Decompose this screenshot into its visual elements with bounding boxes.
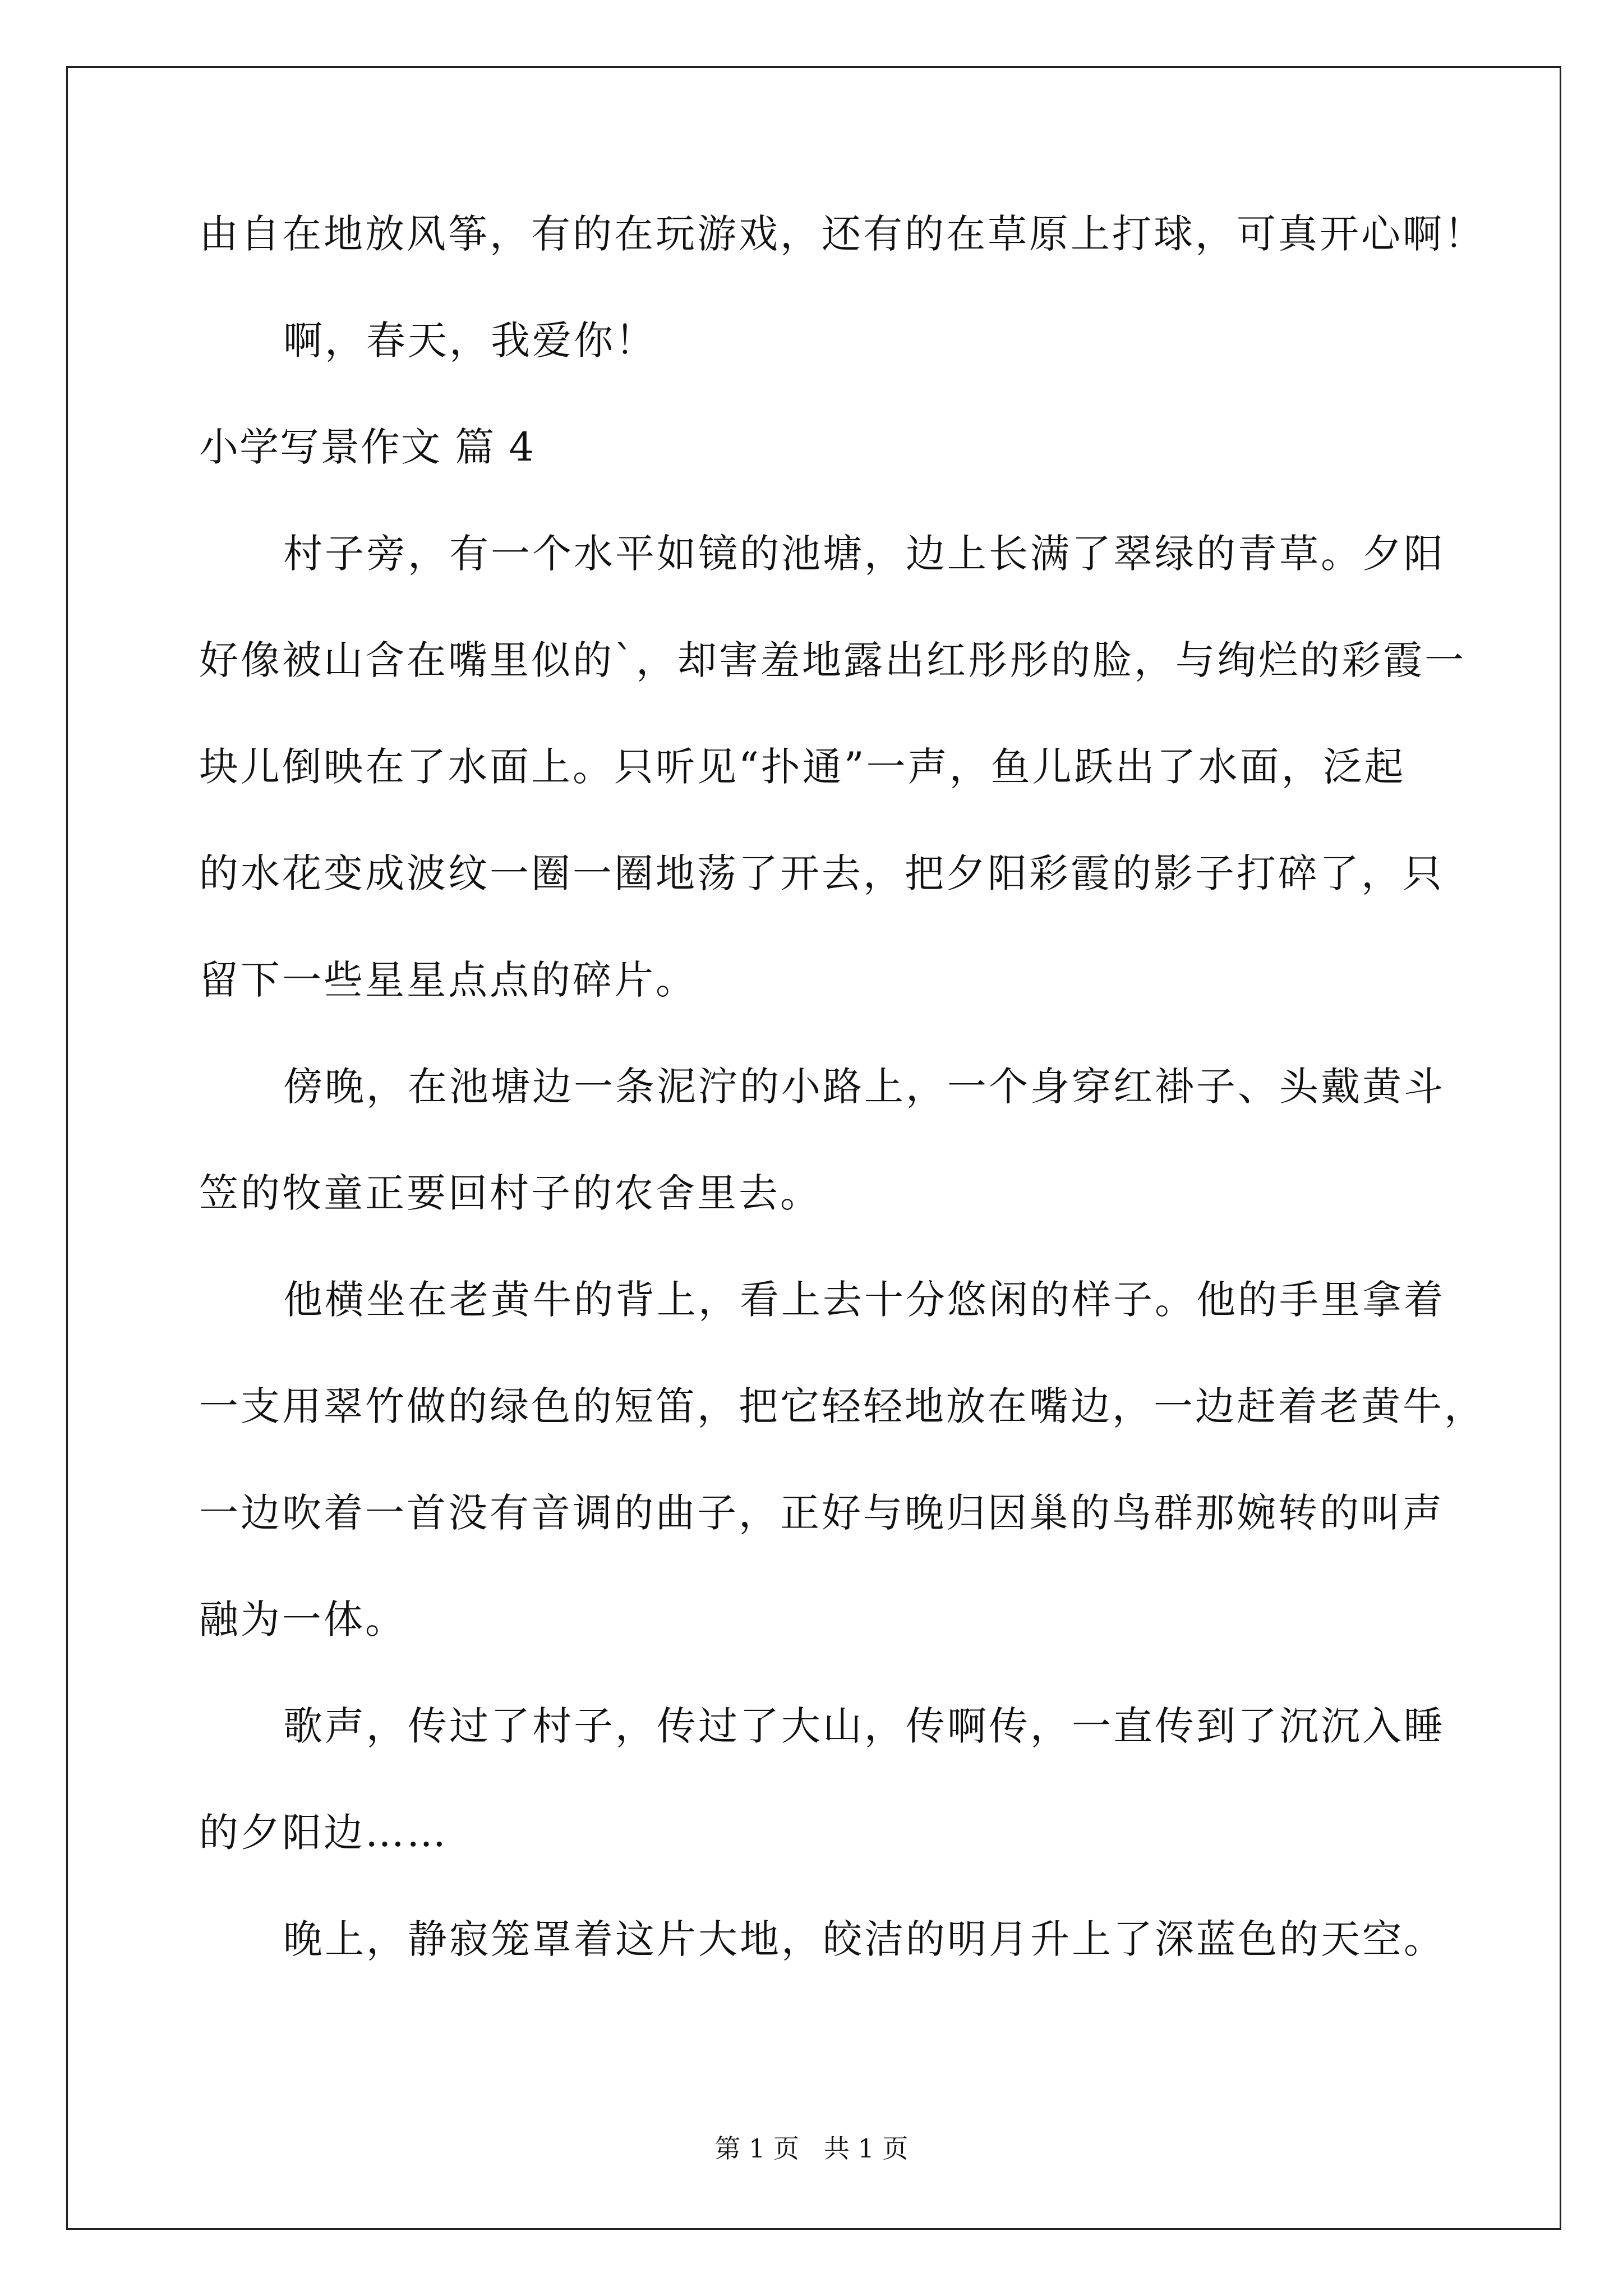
paragraph-line: 融为一体。: [199, 1596, 407, 1642]
paragraph-line: 歌声，传过了村子，传过了大山，传啊传，一直传到了沉沉入睡: [283, 1703, 1445, 1749]
paragraph-line: 晚上，静寂笼罩着这片大地，皎洁的明月升上了深蓝色的天空。: [283, 1916, 1445, 1962]
paragraph-line: 的夕阳边……: [199, 1810, 448, 1856]
paragraph-line: 留下一些星星点点的碎片。: [199, 957, 697, 1003]
paragraph-line: 好像被山含在嘴里似的`，却害羞地露出红彤彤的脸，与绚烂的彩霞一: [199, 637, 1466, 683]
paragraph-line: 一边吹着一首没有音调的曲子，正好与晚归因巢的鸟群那婉转的叫声: [199, 1490, 1444, 1536]
paragraph-line: 笠的牧童正要回村子的农舍里去。: [199, 1170, 822, 1216]
paragraph-line: 块儿倒映在了水面上。只听见“扑通”一声，鱼儿跃出了水面，泛起: [199, 744, 1406, 790]
document-body: [199, 208, 1486, 2019]
section-heading: 小学写景作文 篇 4: [199, 424, 536, 470]
paragraph-line: 由自在地放风筝，有的在玩游戏，还有的在草原上打球，可真开心啊！: [199, 211, 1486, 257]
page-footer: 第 1 页 共 1 页: [714, 2133, 909, 2164]
paragraph-line: 啊，春天，我爱你！: [283, 318, 657, 364]
paragraph-line: 的水花变成波纹一圈一圈地荡了开去，把夕阳彩霞的影子打碎了，只: [199, 850, 1444, 896]
paragraph-line: 村子旁，有一个水平如镜的池塘，边上长满了翠绿的青草。夕阳: [283, 531, 1445, 577]
paragraph-line: 傍晚，在池塘边一条泥泞的小路上，一个身穿红褂子、头戴黄斗: [283, 1064, 1445, 1110]
paragraph-line: 一支用翠竹做的绿色的短笛，把它轻轻地放在嘴边，一边赶着老黄牛，: [199, 1383, 1486, 1429]
paragraph-line: 他横坐在老黄牛的背上，看上去十分悠闲的样子。他的手里拿着: [283, 1277, 1445, 1323]
